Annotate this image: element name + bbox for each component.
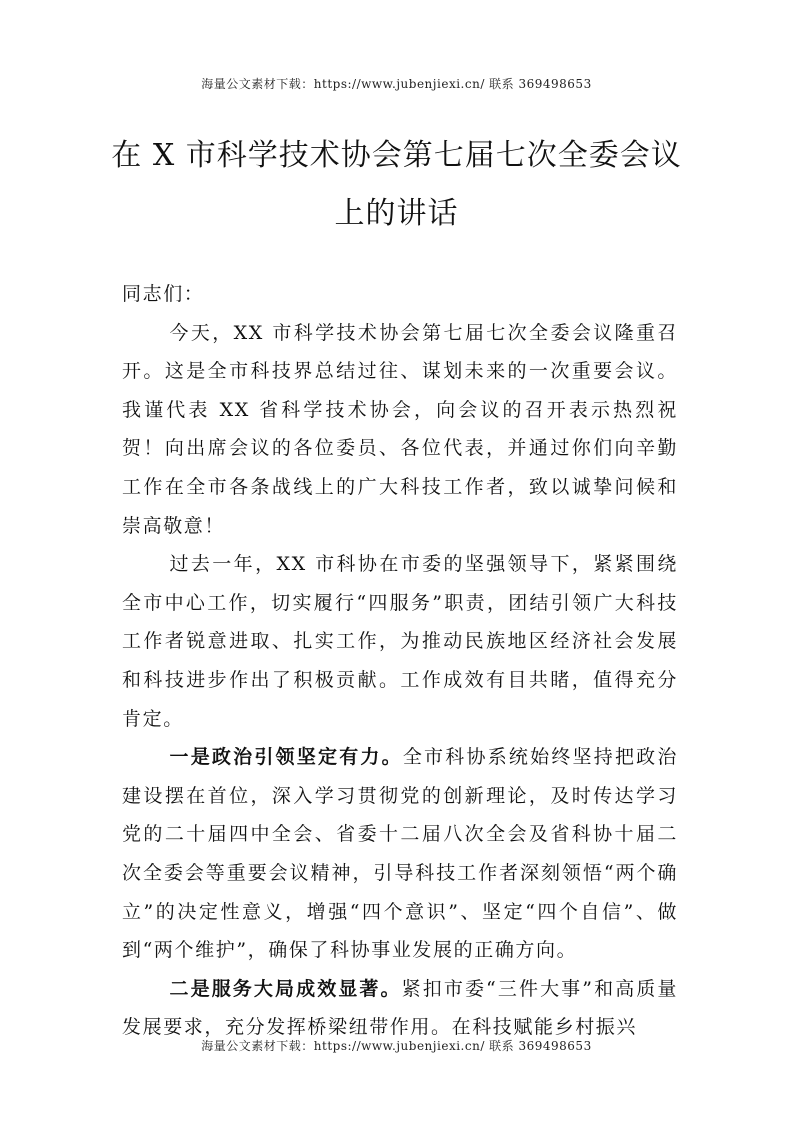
header-download-note: 海量公文素材下载：https://www.jubenjiexi.cn/ 联系 369498653 xyxy=(201,77,592,91)
title-line-2: 上的讲话 xyxy=(334,196,459,231)
paragraph-body-text: 全市科协系统始终坚持把政治建设摆在首位，深入学习贯彻党的创新理论，及时传达学习党的二十届四中全会、省委十二届八次全会及省科协十届二次全委会等重要会议精神，引导科技工作者深刻领悟“两个确立”的决定性意义，增强“四个意识”、坚定“四个自信”、做到“两个维护”，确保了科协事业发展的正确方向。 xyxy=(122,746,678,962)
paragraph-political-leadership xyxy=(122,738,678,970)
footer-download-note: 海量公文素材下载：https://www.jubenjiexi.cn/ 联系 369498653 xyxy=(201,1039,592,1053)
document-title xyxy=(90,127,703,243)
paragraph-body-text: 紧扣市委“三件大事”和高质量发展要求，充分发挥桥梁纽带作用。在科技赋能乡村振兴 xyxy=(122,977,679,1039)
paragraph-review: 过去一年，XX 市科协在市委的坚强领导下，紧紧围绕全市中心工作，切实履行“四服务”职责，团结引领广大科技工作者锐意进取、扎实工作，为推动民族地区经济社会发展和科技进步作出了积极贡献。工作成效有目共睹，值得充分肯定。 xyxy=(122,553,678,730)
salutation: 同志们： xyxy=(122,283,205,305)
paragraph-opening: 今天，XX 市科学技术协会第七届七次全委会议隆重召开。这是全市科技界总结过往、谋划未来的一次重要会议。我谨代表 XX 省科学技术协会，向会议的召开表示热烈祝贺！向出席会议的各位委员、各位代表，并通过你们向辛勤工作在全市各条战线上的广大科技工作者，致以诚挚问候和崇高敬意！ xyxy=(122,321,678,537)
title-line-1: 在 X 市科学技术协会第七届七次全委会议 xyxy=(111,138,682,173)
paragraph-lead-heading: 二是服务大局成效显著。 xyxy=(169,977,402,1000)
paragraph-serving-overall xyxy=(122,970,678,1047)
paragraph-lead-heading: 一是政治引领坚定有力。 xyxy=(169,746,403,769)
document-body xyxy=(122,275,678,1047)
